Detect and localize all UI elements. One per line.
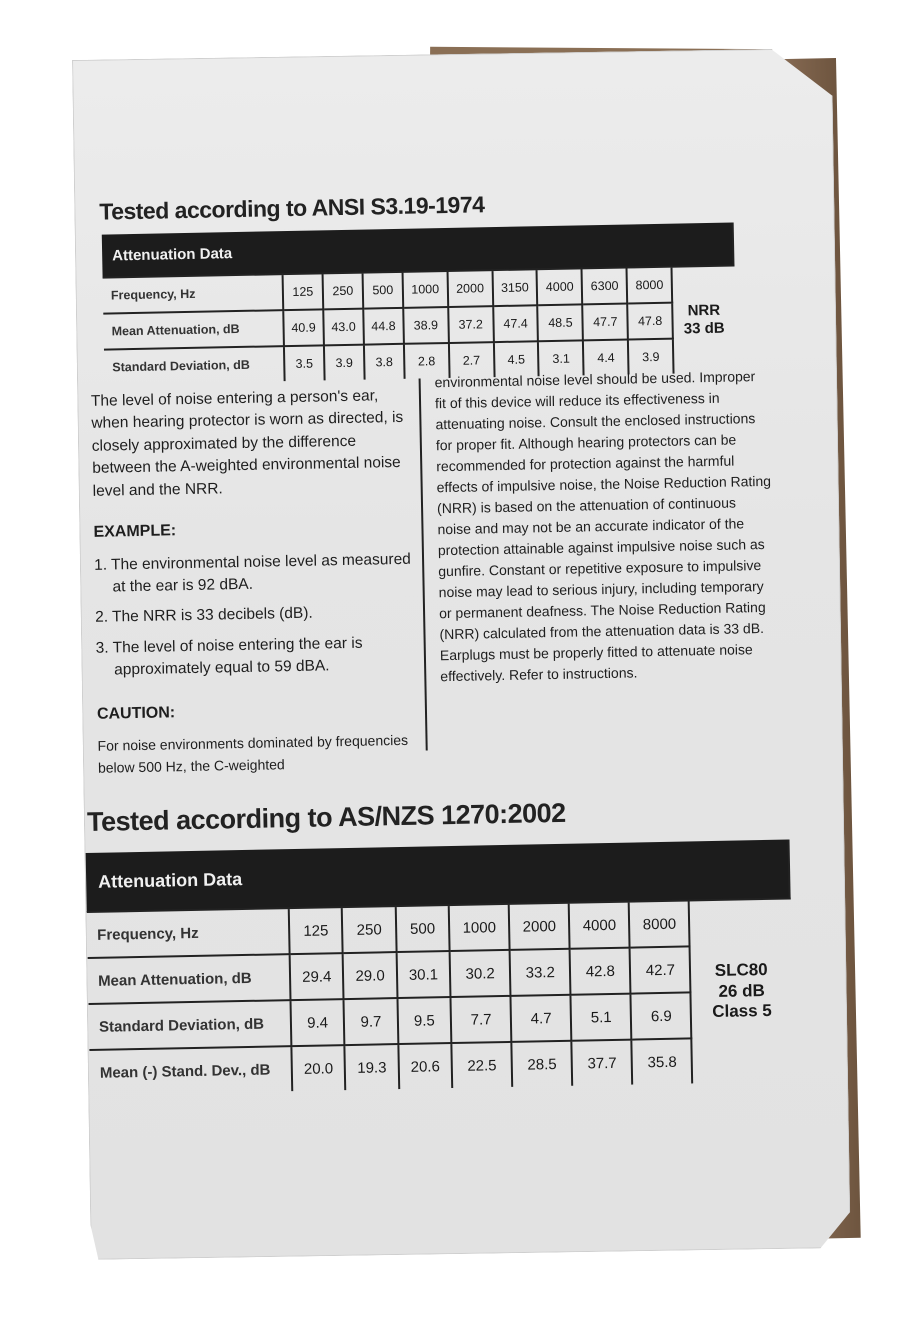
cell: 30.1	[396, 951, 450, 998]
cell: 3.5	[284, 345, 325, 381]
row-label: Standard Deviation, dB	[89, 1000, 292, 1050]
cell: 43.0	[323, 309, 364, 346]
cell: 125	[289, 907, 343, 954]
cell: 4000	[569, 902, 630, 949]
cell: 37.2	[448, 306, 494, 343]
cell: 42.8	[570, 948, 631, 995]
right-text-column: environmental noise level should be used. Improper fit of this device will reduce its effectiveness in attenuating noise. Consult the enclosed instructions for proper fit. Although hearing protectors can be recommended for protection against the harmful effects of impulsive noise, the Noise Reduction Rating (NRR) is based on the attenuation of continuous noise and may not be an accurate indicator of the protection attainable against impulsive noise such as gunfire. Constant or repetitive exposure to impulsive noise may lead to serious injury, including temporary or permanent deafness. The Noise Reduction Rating (NRR) calculated from the attenuation data is 33 dB. Earplugs must be properly fitted to attenuate noise effectively. Refer to instructions.	[434, 368, 772, 685]
cell: 9.5	[397, 997, 451, 1044]
column-divider	[419, 379, 428, 751]
cell: 2.7	[449, 342, 495, 378]
cell: 35.8	[632, 1038, 693, 1084]
cell: 6300	[582, 268, 628, 305]
nrr-value: 33 dB	[683, 319, 725, 338]
cell: 30.2	[450, 950, 511, 997]
cell: 19.3	[345, 1044, 399, 1090]
cell: 8000	[629, 900, 690, 947]
nrr-label: NRR	[687, 301, 721, 320]
asnzs-title: Tested according to AS/NZS 1270:2002	[86, 797, 566, 837]
ansi-table-title: Attenuation Data	[102, 222, 734, 277]
cell: 3.1	[538, 340, 584, 376]
cell: 47.4	[493, 305, 539, 342]
slc-value: 26 dB	[718, 980, 765, 1001]
asnzs-attenuation-table	[86, 840, 795, 1095]
slc-label: SLC80	[714, 960, 768, 981]
cell: 38.9	[403, 307, 449, 344]
slc-rating	[689, 899, 793, 1084]
row-label: Frequency, Hz	[87, 908, 290, 958]
cell: 4.5	[494, 341, 540, 377]
cell: 20.0	[291, 1045, 345, 1091]
cell: 2000	[509, 903, 570, 950]
cell: 4.7	[511, 995, 572, 1042]
nrr-rating	[672, 265, 736, 373]
cell: 250	[342, 906, 396, 953]
cell: 29.4	[290, 953, 344, 1000]
cell: 37.7	[572, 1040, 633, 1086]
cell: 250	[323, 273, 364, 310]
example-title: EXAMPLE:	[93, 522, 177, 542]
cell: 9.4	[291, 999, 345, 1046]
cell: 125	[283, 273, 324, 310]
cell: 29.0	[343, 952, 397, 999]
cell: 33.2	[510, 949, 571, 996]
cell: 40.9	[283, 309, 324, 346]
cell: 4.4	[583, 340, 629, 376]
cell: 20.6	[398, 1043, 452, 1089]
caution-title: CAUTION:	[96, 704, 176, 723]
cell: 3150	[492, 269, 538, 306]
cell: 3.8	[364, 344, 405, 380]
cell: 44.8	[363, 308, 404, 345]
caution-text: For noise environments dominated by frequencies below 500 Hz, the C-weighted	[97, 731, 409, 776]
row-label: Standard Deviation, dB	[104, 346, 285, 384]
list-item: 1. The environmental noise level as measured at the ear is 92 dBA.	[93, 550, 411, 596]
cell: 28.5	[512, 1041, 573, 1087]
cell: 9.7	[344, 998, 398, 1045]
example-list	[94, 548, 416, 682]
cell: 2000	[447, 270, 493, 307]
cell: 47.7	[583, 304, 629, 341]
cell: 7.7	[451, 996, 512, 1043]
asnzs-table-title: Attenuation Data	[86, 840, 790, 912]
cell: 500	[395, 905, 449, 952]
row-label: Frequency, Hz	[103, 274, 284, 313]
cell: 42.7	[630, 946, 691, 993]
ansi-attenuation-table	[102, 222, 737, 384]
cell: 22.5	[451, 1042, 512, 1088]
ansi-title: Tested according to ANSI S3.19-1974	[99, 191, 485, 225]
left-text-column	[91, 385, 419, 798]
slc-class: Class 5	[712, 1001, 772, 1022]
row-label: Mean Attenuation, dB	[103, 310, 284, 349]
cell: 4000	[537, 268, 583, 305]
cell: 1000	[402, 271, 448, 308]
cell: 47.8	[627, 303, 673, 340]
row-label: Mean (-) Stand. Dev., dB	[89, 1046, 292, 1095]
cell: 1000	[449, 904, 510, 951]
cell: 2.8	[404, 343, 450, 379]
list-item: 2. The NRR is 33 decibels (dB).	[94, 605, 313, 627]
list-item: 3. The level of noise entering the ear is approximately equal to 59 dBA.	[95, 634, 363, 679]
cell: 3.9	[324, 345, 365, 381]
row-label: Mean Attenuation, dB	[88, 954, 291, 1004]
cell: 3.9	[628, 339, 674, 375]
intro-paragraph: The level of noise entering a person's ear, when hearing protector is worn as directed, is closely approximated by the difference between the A-weighted environmental noise level and the NRR.	[90, 387, 404, 500]
cell: 5.1	[571, 994, 632, 1041]
cell: 6.9	[631, 992, 692, 1039]
cell: 500	[362, 272, 403, 309]
cell: 8000	[627, 267, 673, 304]
cell: 48.5	[538, 304, 584, 341]
